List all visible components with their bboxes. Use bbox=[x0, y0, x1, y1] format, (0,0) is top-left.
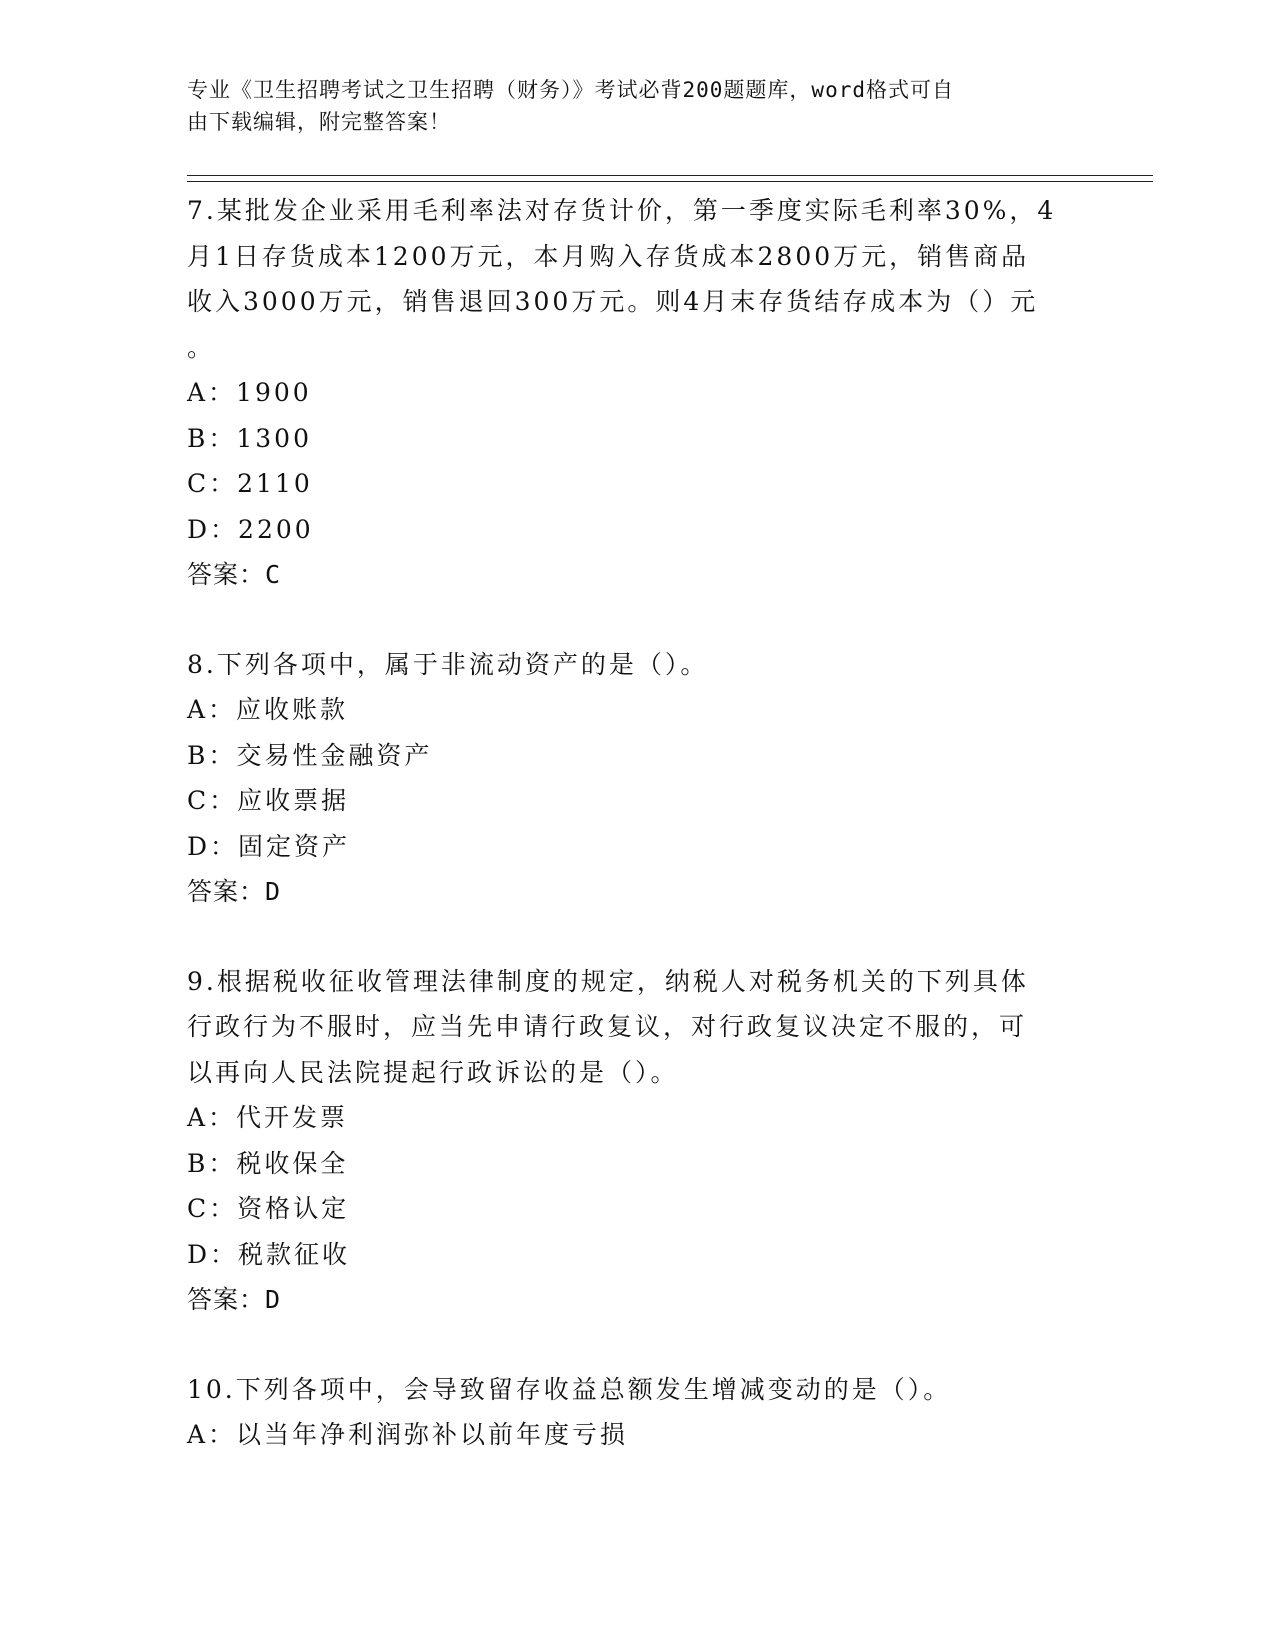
header-line: 专业《卫生招聘考试之卫生招聘（财务）》考试必背200题题库，word格式可自 bbox=[187, 78, 954, 102]
question-line: 收入3000万元，销售退回300万元。则4月末存货结存成本为（）元 bbox=[187, 287, 1039, 316]
question-text bbox=[187, 188, 1087, 370]
answer: 答案：C bbox=[187, 560, 282, 589]
question-line: 8.下列各项中，属于非流动资产的是（）。 bbox=[187, 649, 709, 679]
header-divider-bottom bbox=[187, 181, 1153, 182]
question-line: 。 bbox=[187, 332, 216, 362]
header-line: 由下载编辑，附完整答案！ bbox=[187, 110, 451, 134]
option-c: C：应收票据 bbox=[187, 786, 350, 815]
option-d: D：固定资产 bbox=[187, 831, 351, 861]
question-text bbox=[187, 1367, 1087, 1413]
document-header bbox=[187, 74, 1067, 138]
question-line: 以再向人民法院提起行政诉讼的是（）。 bbox=[187, 1057, 679, 1087]
option-a: A：应收账款 bbox=[187, 695, 349, 724]
option-b: B：1300 bbox=[187, 423, 312, 453]
question-10 bbox=[187, 1367, 1087, 1458]
option-d: D：税款征收 bbox=[187, 1239, 351, 1269]
option-b: B：税收保全 bbox=[187, 1148, 349, 1178]
question-spacer bbox=[187, 1323, 1087, 1367]
option-b: B：交易性金融资产 bbox=[187, 740, 433, 770]
question-spacer bbox=[187, 915, 1087, 959]
option-a: A：1900 bbox=[187, 378, 312, 407]
option-d: D：2200 bbox=[187, 514, 314, 544]
header-divider-top bbox=[187, 175, 1153, 176]
question-line: 10.下列各项中，会导致留存收益总额发生增减变动的是（）。 bbox=[187, 1374, 952, 1404]
question-spacer bbox=[187, 598, 1087, 642]
question-line: 行政行为不服时，应当先申请行政复议，对行政复议决定不服的，可 bbox=[187, 1012, 1028, 1041]
answer: 答案：D bbox=[187, 1285, 282, 1314]
question-7 bbox=[187, 188, 1087, 598]
question-line: 9.根据税收征收管理法律制度的规定，纳税人对税务机关的下列具体 bbox=[187, 966, 1029, 996]
question-text bbox=[187, 959, 1087, 1096]
option-a: A：代开发票 bbox=[187, 1103, 349, 1132]
question-line: 7.某批发企业采用毛利率法对存货计价，第一季度实际毛利率30%，4 bbox=[187, 196, 1057, 225]
answer: 答案：D bbox=[187, 877, 282, 906]
question-9 bbox=[187, 959, 1087, 1323]
question-line: 月1日存货成本1200万元，本月购入存货成本2800万元，销售商品 bbox=[187, 241, 1030, 271]
option-c: C：2110 bbox=[187, 469, 313, 498]
question-8 bbox=[187, 642, 1087, 915]
question-list bbox=[187, 188, 1087, 1458]
question-text bbox=[187, 642, 1087, 688]
option-c: C：资格认定 bbox=[187, 1194, 350, 1223]
option-a: A：以当年净利润弥补以前年度亏损 bbox=[187, 1420, 629, 1449]
